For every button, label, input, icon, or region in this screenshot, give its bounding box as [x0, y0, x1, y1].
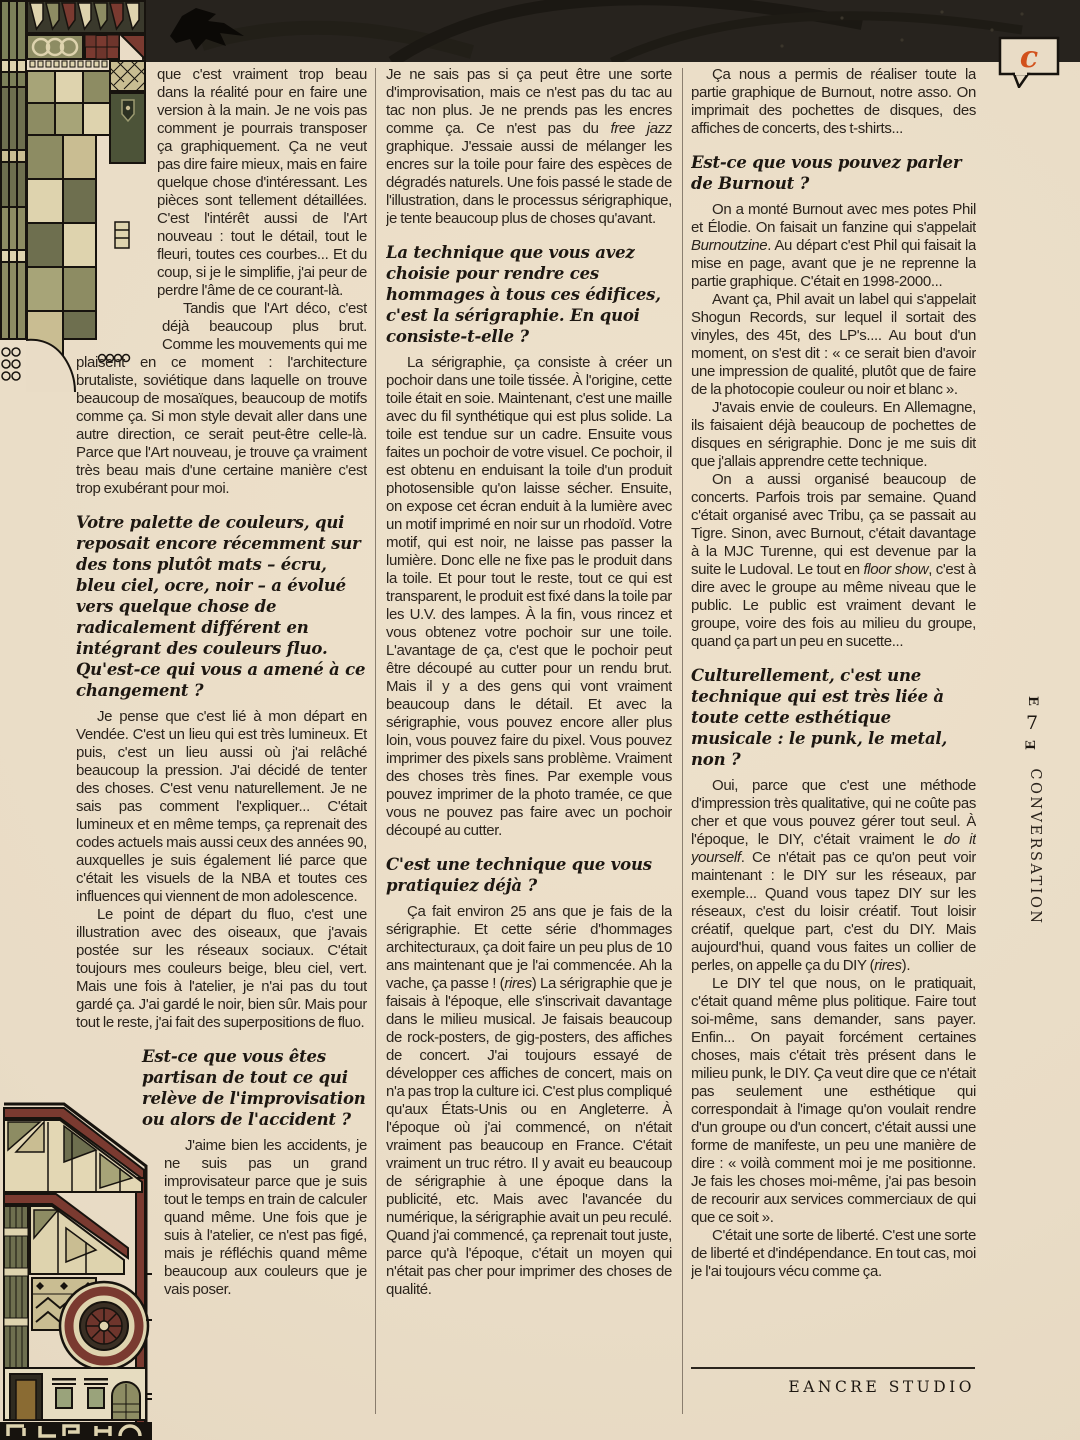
article-paragraph: que c'est vraiment trop beau dans la réalité pour en faire une version à la main. Je ne vois pas comment je pourrais transposer ça graphiquement. Ça ne veut pas dire faire mieux, mais en faire quelque chose d'intéressant. Les pièces sont tellement détaillées. C'est l'intérêt aussi de l'Art nouveau : tout le détail, tout le fleuri, toutes ces courbes... Et du coup, si je le simplifie, j'ai peur de perdre l'âme de ce courant-là. — [157, 66, 367, 299]
page-marker-glyph-bottom: E — [1024, 740, 1039, 750]
article-paragraph: J'aime bien les accidents, je ne suis pas un grand improvisateur parce que je suis tout le temps en train de calculer quand même. Une fois que je suis à l'atelier, ce n'est pas figé, mais je réfléchis quand même beaucoup aux couleurs que je vais poser. — [164, 1137, 367, 1298]
section-label: CONVERSATION — [1027, 768, 1043, 926]
article-paragraph: Tandis que l'Art déco, c'est déjà beaucoup plus brut. Comme les mouvements qui me plaisent en ce moment : l'architecture brutaliste, soviétique dans laquelle on trouve beaucoup de mosaïques, beaucoup de motifs comme ça. Si mon style devait aller dans une autre direction, ce serait peut-être celle-là. Parce que l'Art nouveau, je trouve ça vraiment très beau mais d'une certaine manière c'est trop exubérant pour moi. — [76, 300, 367, 497]
article-column-2 — [386, 66, 672, 1384]
interview-question: C'est une technique que vous pratiquiez déjà ? — [386, 855, 652, 895]
article-paragraph: On a monté Burnout avec mes potes Phil et Élodie. On faisait un fanzine qui s'appelait Burnoutzine. Au départ c'est Phil qui faisait la mise en page, avant que je ne reprenne la partie graphique. C'était en 1998-2000... — [691, 201, 976, 290]
interview-question: Culturellement, c'est une technique qui est très liée à toute cette esthétique musicale : le punk, le metal, non ? — [691, 666, 948, 769]
interview-question: La technique que vous avez choisie pour rendre ces hommages à tous ces édifices, c'est la sérigraphie. En quoi consiste-t-elle ? — [386, 243, 661, 346]
page-number: 7 — [1025, 712, 1039, 734]
bubble-letter: c — [1019, 40, 1039, 75]
column-divider — [375, 68, 376, 1414]
article-paragraph: On a aussi organisé beaucoup de concerts. Parfois trois par semaine. Quand c'était organisé avec Tribu, ça se passait au Tigre. Sinon, avec Burnout, c'était davantage à la MJC Turenne, qui est devenue par la suite le Ludoval. Le tout en floor show, c'est à dire avec le groupe au même niveau que le public. Le public est vraiment devant le groupe, voire des fois au milieu du groupe, quand ça part un peu en sucette... — [691, 471, 976, 650]
article-paragraph: Oui, parce que c'est une méthode d'impression très qualitative, qui ne coûte pas cher et que vous pouvez gérer tout seul. À l'époque, le DIY, c'était vraiment le do it yourself. Ce n'était pas ce qu'on peut voir maintenant : le DIY sur les réseaux, par exemple... Quand vous tapez DIY sur les réseaux, c'est du loisir créatif. Tout loisir créatif, quelque part, c'est du DIY. Mais aujourd'hui, quand vous faites un collier de perles, on appelle ça du DIY (rires). — [691, 777, 976, 974]
article-paragraph: Le point de départ du fluo, c'est une illustration avec des oiseaux, que j'avais postée sur les réseaux sociaux. C'était toujours mes couleurs beige, bleu ciel, vert. Mais une fois à l'atelier, je n'ai pas du tout gardé ça. J'ai gardé le noir, bien sûr. Mais pour tout le reste, j'ai fait des superpositions de fluo. — [76, 906, 367, 1031]
interview-question: Est-ce que vous êtes partisan de tout ce qui relève de l'improvisation ou alors de l'accident ? — [142, 1047, 366, 1129]
article-paragraph: J'avais envie de couleurs. En Allemagne, ils faisaient déjà beaucoup de pochettes de disques en sérigraphie. Donc je me suis dit que j'allais apprendre cette technique. — [691, 399, 976, 470]
page-marker-glyph-top: E — [1025, 696, 1040, 706]
interview-question: Votre palette de couleurs, qui reposait encore récemment sur des tons plutôt mats – écru, bleu ciel, ocre, noir – a évolué vers quelque chose de radicalement différent en intégrant des couleurs fluo. Qu'est-ce qui vous a amené à ce changement ? — [76, 513, 366, 700]
footer-divider — [691, 1367, 975, 1369]
header-band-decoration — [142, 0, 1080, 62]
article-paragraph: Avant ça, Phil avait un label qui s'appelait Shogun Records, sur lequel il sortait des vinyles, des 45t, des LP's.... Au bout d'un moment, on s'est dit : « ce serait bien d'avoir une impression de qualité, plutôt que de faire de la photocopie couleur ou noir et blanc ». — [691, 291, 976, 398]
article-paragraph: C'était une sorte de liberté. C'est une sorte de liberté et d'indépendance. En tout cas, moi je l'ai toujours vécu comme ça. — [691, 1227, 976, 1280]
article-paragraph: Ça nous a permis de réaliser toute la partie graphique de Burnout, notre asso. On imprimait des pochettes de disques, des affiches de concerts, des t-shirts... — [691, 66, 976, 137]
article-paragraph: Le DIY tel que nous, on le pratiquait, c'était quand même plus politique. Faire tout soi-même, sans demander, sans payer. Enfin... On payait forcément certaines choses, mais c'était très présent dans le milieu punk, le DIY. Ça veut dire que ce n'était pas seulement une esthétique qui correspondait à l'image qu'on voulait rendre d'un groupe ou d'un concert, c'était aussi une forme de manifeste, un peu une manière de dire : « voilà comment moi je me positionne. Je fais les choses moi-même, j'ai pas besoin de recourir aux services commerciaux de qui que ce soit ». — [691, 975, 976, 1226]
article-paragraph: Je ne sais pas si ça peut être une sorte d'improvisation, mais ce n'est pas du tac au tac non plus. Je ne prends pas les encres comme ça. Ce n'est pas du free jazz graphique. J'essaie aussi de mélanger les encres sur la toile pour faire des espèces de dégradés naturels. Une fois passé le stade de l'illustration, dans le processus sérigraphique, je tente beaucoup plus de choses qu'avant. — [386, 66, 672, 227]
article-paragraph: Je pense que c'est lié à mon départ en Vendée. C'est un lieu qui est très lumineux. Et puis, c'est un lieu aussi où j'ai relâché beaucoup la pression. J'ai décidé de tenter des choses. C'est venu naturellement. Je ne sais pas comment l'expliquer... C'était lumineux et en même temps, ça reprenait des codes actuels mais aussi ceux des années 90, auxquelles je suis également lié parce que c'était les visuels de la NBA et toutes ces influences qui viennent de mon adolescence. — [76, 708, 367, 905]
header-band — [142, 0, 1080, 62]
article-column-1 — [76, 66, 367, 1384]
conversation-bubble-icon — [998, 36, 1062, 88]
article-column-3 — [691, 66, 976, 1384]
column-divider — [682, 68, 683, 1414]
studio-credit: EANCRE STUDIO — [788, 1378, 975, 1396]
article-paragraph: Ça fait environ 25 ans que je fais de la sérigraphie. Et cette série d'hommages architecturaux, ça doit faire un peu plus de 10 ans maintenant que je l'ai commencée. Ah la vache, ça passe ! (rires) La sérigraphie que je faisais à l'époque, elle s'inscrivait davantage dans le milieu musical. Je faisais beaucoup de rock-posters, de gig-posters, des affiches de concert. J'ai toujours essayé de développer ces affiches de concert, mais on n'a pas trop la culture ici. C'est plus compliqué qu'aux États-Unis ou en Angleterre. À l'époque où j'ai commencé, on n'était vraiment pas beaucoup en France. C'était vraiment un truc rétro. Il y avait eu beaucoup de sérigraphie à une époque dans la publicité, etc. Mais avec l'avancée du numérique, la sérigraphie avait un peu reculé. Quand j'ai commencé, ça reprenait tout juste, parce qu'à l'époque, c'était un moyen qui n'était pas cher pour imprimer des choses de qualité. — [386, 903, 672, 1298]
interview-question: Est-ce que vous pouvez parler de Burnout ? — [691, 153, 962, 193]
article-paragraph: La sérigraphie, ça consiste à créer un pochoir dans une toile tissée. À l'origine, cette toile était en soie. Maintenant, c'est une maille avec du fil synthétique qui est plus solide. La toile est tendue sur un cadre. Ensuite vous faites un pochoir de votre visuel. Ce pochoir, il est obtenu en enduisant la toile d'un produit photosensible qu'on laisse sécher. Ensuite, on expose cet écran enduit à la lumière avec un motif imprimé en noir sur un rhodoïd. Votre motif, qui est noir, ne laisse pas passer la lumière. Donc elle ne fixe pas le produit dans la toile. Et pour tout le reste, tout ce qui est transparent, le produit est fixé dans la toile par les U.V. des lampes. À la fin, vous rincez et vous obtenez votre pochoir sur une toile. L'avantage de ça, c'est que le pochoir peut être découpé au cutter pour un rendu brut. Mais il y a des gens qui vont vraiment beaucoup dans le détail. Et avec la sérigraphie, vous pouvez encore aller plus loin, vous pouvez faire du pixel. Vous pouvez imprimer des pixels sans problème. Vraiment des choses très fines. Par exemple vous pouvez imprimer de la photo tramée, ce que vous ne pouvez pas faire avec un pochoir découpé au cutter. — [386, 354, 672, 839]
page-number-marker — [1014, 690, 1050, 756]
